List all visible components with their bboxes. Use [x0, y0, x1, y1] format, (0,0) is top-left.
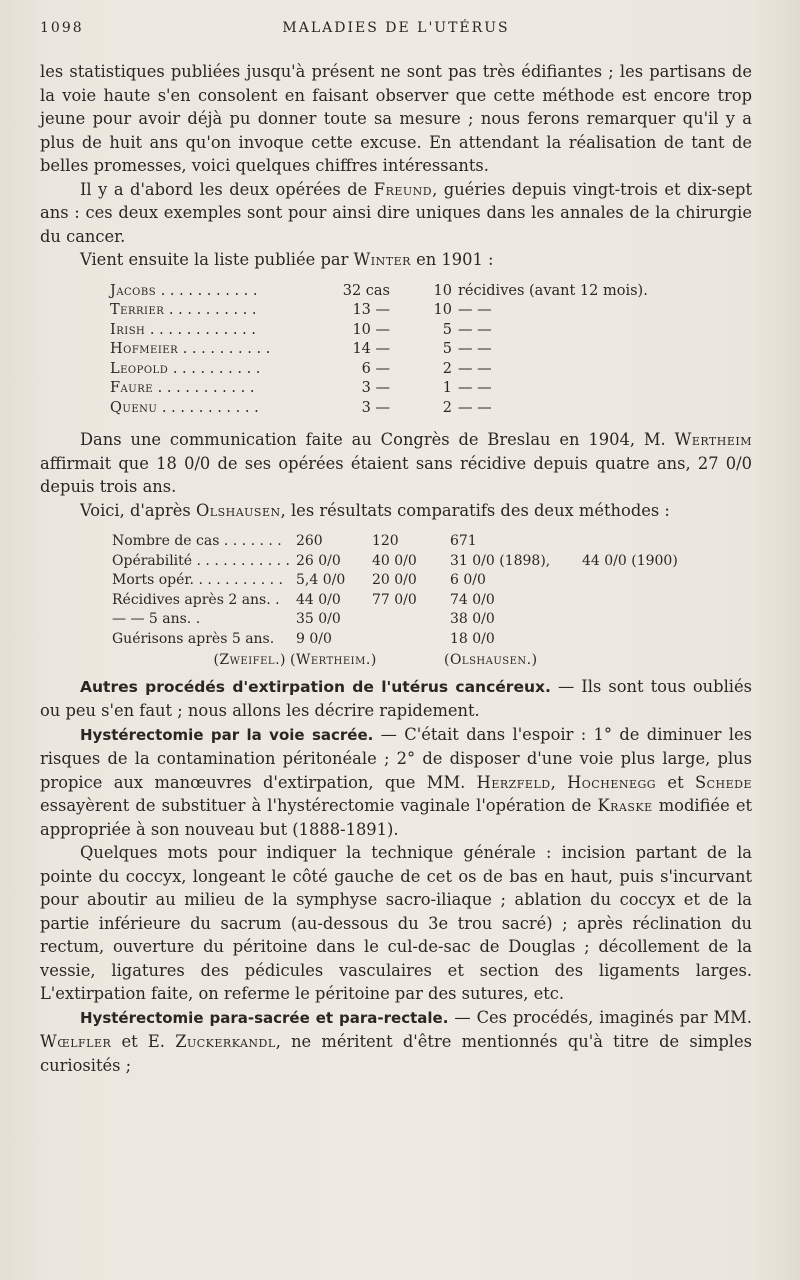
olshausen-cell: 31 0/0 (1898),: [449, 552, 551, 569]
text: — Ils sont tous oubliés ou peu s'en faut ; nous allons les décrire rapidement.: [40, 676, 752, 720]
text: , ne méritent d'être mentionnés qu'à titre de simples curiosités ;: [40, 1032, 752, 1075]
paragraph-para-sacree: [40, 1006, 752, 1078]
paragraph-statistics: les statistiques publiées jusqu'à présent ne sont pas très édifiantes ; les partisans de la voie haute s'en consolent en faisant observer que cette méthode est encore trop jeune pour avoir déjà pu donner toute sa mesure ; nous ferons remarquer qu'il y a plus de huit ans qu'on invoque cette excuse. En attendant la réalisation de tant de belles promesses, voici quelques chiffres intéressants.: [40, 62, 752, 175]
surgeon-name: Jacobs: [110, 282, 157, 299]
recurrence-label-cell: — —: [458, 399, 492, 416]
recurrence-label-cell: — —: [458, 321, 492, 338]
text: en 1901 :: [410, 250, 494, 269]
recurrence-cell: 10: [433, 302, 452, 318]
row-label: Récidives après 2 ans. .: [112, 591, 280, 608]
surgeon-name: Quenu: [110, 399, 158, 416]
author-name: Freund: [373, 179, 433, 199]
source-cell: [290, 649, 444, 671]
recurrence-cell: 5: [442, 341, 452, 357]
recurrence-label-cell: — —: [458, 302, 492, 318]
row-label: Nombre de cas . . . . . . .: [112, 533, 282, 549]
text: modifiée et appropriée à son nouveau but (1888-1891).: [40, 796, 752, 839]
row-label: — — 5 ans. .: [112, 611, 201, 627]
author-name: Schede: [694, 772, 752, 792]
recurrence-cell: 2: [442, 399, 452, 416]
page-number: 1098: [40, 20, 84, 36]
author-name: Wœlfler: [40, 1032, 112, 1051]
olshausen-cell: 18 0/0: [449, 630, 495, 647]
table-row: [110, 340, 648, 360]
olshausen-1900-cell: [582, 630, 678, 650]
author-name: Zuckerkandl: [175, 1032, 276, 1051]
author-name: Kraske: [597, 796, 653, 815]
source-wertheim: (Wertheim.): [289, 652, 377, 668]
recurrence-label-cell: — —: [458, 360, 492, 377]
table-row: [112, 630, 678, 650]
cases-cell: 6 —: [361, 360, 390, 377]
surgeon-name: Terrier: [110, 302, 165, 318]
surgeon-name: Faure: [110, 380, 154, 396]
surgeon-cell: [110, 321, 320, 341]
olshausen-cell: 74 0/0: [449, 591, 495, 608]
zweifel-cell: 44 0/0: [295, 591, 341, 608]
table-row: [110, 379, 648, 399]
recurrence-cell: 5: [442, 321, 452, 338]
recurrence-cell: 1: [442, 380, 452, 396]
dot-leader: . . . . . . . . . .: [164, 302, 257, 318]
recurrence-label-cell: — —: [458, 380, 492, 396]
recurrence-label-cell: récidives (avant 12 mois).: [458, 282, 648, 299]
zweifel-cell: 26 0/0: [295, 552, 341, 569]
source-zweifel: (Zweifel.): [213, 652, 286, 668]
section-heading: Hystérectomie para-sacrée et para-rectale.: [80, 1008, 449, 1027]
source-olshausen: (Olshausen.): [443, 652, 538, 668]
table-row: [112, 532, 678, 552]
wertheim-cell: 40 0/0: [371, 552, 417, 569]
author-name: Winter: [353, 250, 411, 269]
olshausen-cell: 671: [449, 533, 477, 549]
surgeon-name: Leopold: [110, 360, 169, 377]
text: ,: [550, 772, 568, 792]
paragraph-wertheim: [40, 428, 752, 499]
cases-cell: 32 cas: [342, 282, 390, 299]
table-row: [110, 321, 648, 341]
text: Dans une communication faite au Congrès de Breslau en 1904, M.: [80, 430, 675, 449]
cases-cell: 14 —: [352, 341, 390, 357]
text: essayèrent de substituer à l'hystérectomie vaginale l'opération de: [40, 796, 598, 815]
text: Vient ensuite la liste publiée par: [80, 250, 354, 269]
dot-leader: . . . . . . . . . . .: [153, 380, 255, 396]
table-row: [112, 571, 678, 591]
zweifel-cell: 9 0/0: [295, 630, 332, 647]
text: — Ces procédés, imaginés par MM.: [448, 1007, 752, 1027]
dot-leader: . . . . . . . . . . .: [156, 282, 258, 299]
surgeon-cell: [110, 379, 320, 399]
zweifel-cell: 5,4 0/0: [295, 572, 346, 588]
text: et E.: [111, 1032, 176, 1051]
paragraph-winter: [40, 248, 752, 272]
cases-cell: 3 —: [361, 399, 390, 416]
wertheim-cell: 120: [371, 533, 399, 549]
text: — C'était dans l'espoir : 1° de diminuer les risques de la contamination péritonéale ; 2° de disposer d'une voie plus large, plus propice aux manœuvres d'extirpation, que MM.: [40, 724, 752, 792]
table-row: [110, 282, 648, 302]
dot-leader: . . . . . . . . . . . .: [145, 321, 256, 338]
dot-leader: . . . . . . . . . .: [178, 341, 271, 357]
winter-table: [110, 282, 648, 419]
comparison-table: [112, 532, 678, 671]
recurrence-cell: 2: [442, 360, 452, 377]
table-row: [110, 399, 648, 419]
olshausen-1900-cell: [582, 571, 678, 591]
text: , les résultats comparatifs des deux méthodes :: [280, 500, 670, 520]
section-heading: Hystérectomie par la voie sacrée.: [80, 725, 374, 744]
text: Voici, d'après: [80, 500, 196, 520]
author-name: Herzfeld: [476, 772, 551, 792]
surgeon-cell: [110, 399, 320, 419]
table-row: [112, 552, 678, 572]
surgeon-cell: [110, 360, 320, 380]
olshausen-1900-cell: [582, 532, 678, 552]
text: et: [656, 772, 695, 792]
source-cell: [112, 649, 290, 671]
dot-leader: . . . . . . . . . . .: [157, 399, 259, 416]
zweifel-cell: 260: [295, 533, 323, 549]
running-title: MALADIES DE L'UTÉRUS: [282, 20, 510, 36]
row-label: Morts opér. . . . . . . . . . .: [112, 572, 284, 588]
recurrence-cell: 10: [433, 282, 452, 299]
table-row: [110, 301, 648, 321]
source-cell: [444, 649, 678, 671]
surgeon-name: Hofmeier: [110, 341, 179, 357]
cases-cell: 13 —: [352, 302, 390, 318]
sources-row: [112, 649, 678, 671]
wertheim-cell: 20 0/0: [371, 572, 417, 588]
paragraph-voie-sacree: [40, 723, 752, 842]
text: affirmait que 18 0/0 de ses opérées étaient sans récidive depuis quatre ans, 27 0/0 depuis trois ans.: [40, 453, 752, 496]
table-row: [112, 610, 678, 630]
author-name: Wertheim: [674, 430, 752, 449]
text: Il y a d'abord les deux opérées de: [80, 179, 374, 199]
olshausen-cell: 38 0/0: [449, 611, 495, 627]
recurrence-label-cell: — —: [458, 341, 492, 357]
olshausen-1900-cell: [582, 591, 678, 611]
olshausen-1900-cell: 44 0/0 (1900): [581, 552, 678, 569]
table-row: [112, 591, 678, 611]
page-body: [40, 60, 752, 1077]
page-header: [40, 20, 752, 42]
dot-leader: . . . . . . . . . .: [168, 360, 261, 377]
olshausen-cell: 6 0/0: [449, 572, 486, 588]
author-name: Olshausen: [195, 500, 281, 520]
surgeon-cell: [110, 282, 320, 302]
section-heading: Autres procédés d'extirpation de l'utérus cancéreux.: [80, 677, 551, 696]
author-name: Hochenegg: [567, 772, 657, 792]
wertheim-cell: [366, 630, 444, 650]
surgeon-cell: [110, 340, 320, 360]
row-label: Opérabilité . . . . . . . . . . .: [112, 552, 290, 569]
wertheim-cell: [366, 610, 444, 630]
surgeon-cell: [110, 301, 320, 321]
wertheim-cell: 77 0/0: [371, 591, 417, 608]
paragraph-olshausen: [40, 499, 752, 523]
table-row: [110, 360, 648, 380]
text: , guéries depuis vingt-trois et dix-sept ans : ces deux exemples sont pour ainsi dire uniques dans les annales de la chirurgie du cancer.: [40, 179, 753, 246]
row-label: Guérisons après 5 ans.: [112, 630, 275, 647]
surgeon-name: Irish: [110, 321, 146, 338]
zweifel-cell: 35 0/0: [295, 611, 341, 627]
paragraph-freund: [40, 178, 752, 249]
cases-cell: 10 —: [352, 321, 390, 338]
olshausen-1900-cell: [582, 610, 678, 630]
paragraph-technique: Quelques mots pour indiquer la technique générale : incision partant de la pointe du coccyx, longeant le côté gauche de cet os de bas en haut, puis s'incurvant pour aboutir au milieu de la symphyse sacro-iliaque ; ablation du coccyx et de la partie inférieure du sacrum (au-dessous du 3e trou sacré) ; après réclination du rectum, ouverture du péritoine dans le cul-de-sac de Douglas ; décollement de la vessie, ligatures des pédicules vasculaires et section des ligaments larges. L'extirpation faite, on referme le péritoine par des sutures, etc.: [40, 843, 752, 1003]
cases-cell: 3 —: [361, 380, 390, 396]
paragraph-autres-procedes: [40, 675, 752, 723]
